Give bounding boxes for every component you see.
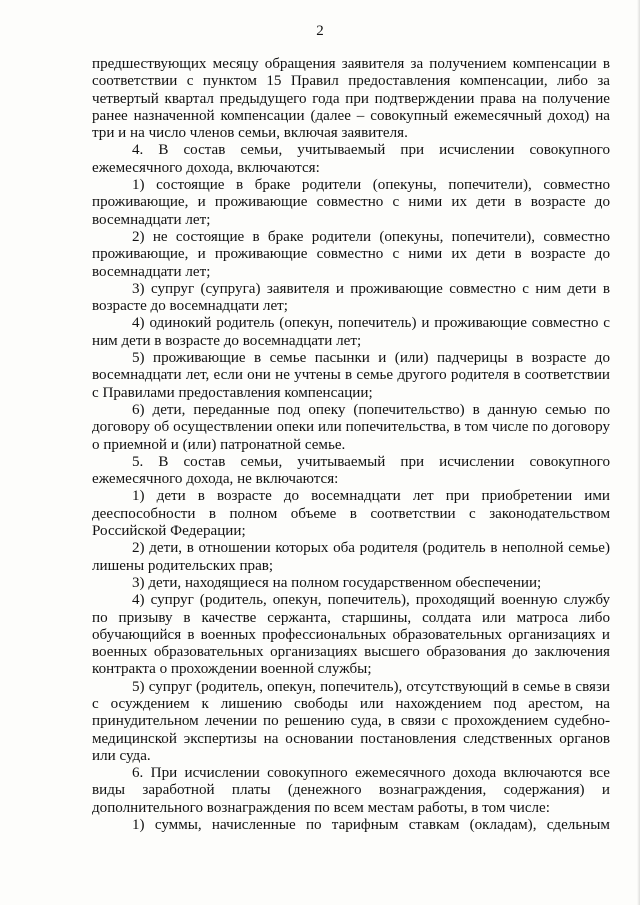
text-line: проживающие, и проживающие совместно с ними их дети в возрасте до [92,246,610,263]
text-line: 1) суммы, начисленные по тарифным ставкам (окладам), сдельным [132,817,610,834]
text-line: соответствии с пунктом 15 Правил предоставления компенсации, либо за [92,73,610,90]
text-line: 6. При исчислении совокупного ежемесячного дохода включаются все [132,765,610,782]
text-line: восемнадцати лет, если они не учтены в семье другого родителя в соответствии [92,367,610,384]
text-line: ежемесячного дохода, не включаются: [92,471,339,488]
text-line: три и на число членов семьи, включая заявителя. [92,125,408,142]
page-number: 2 [316,23,324,39]
text-line: Российской Федерации; [92,523,246,540]
text-line: 3) дети, находящиеся на полном государственном обеспечении; [132,574,542,591]
text-line: проживающие, и проживающие совместно с ними их дети в возрасте до [92,194,610,211]
document-body [92,56,610,834]
text-line: 2) не состоящие в браке родители (опекуны, попечители), совместно [132,228,610,245]
text-line: или суда. [92,747,151,764]
text-line: дееспособности в полном объеме в соответствии с законодательством [92,505,610,522]
text-line: 4) супруг (родитель, опекун, попечитель), проходящий военную службу [132,592,610,609]
text-line: 5) супруг (родитель, опекун, попечитель), отсутствующий в семье в связи [132,678,610,695]
text-line: возрасте до восемнадцати лет; [92,298,288,315]
text-line: военных образовательных организациях высшего образования до заключения [92,644,610,661]
text-line: 5) проживающие в семье пасынки и (или) падчерицы в возрасте до [132,350,610,367]
text-line: предшествующих месяцу обращения заявителя за получением компенсации в [92,56,610,72]
text-line: лишены родительских прав; [92,557,274,574]
text-line: 3) супруг (супруга) заявителя и проживающие совместно с ним дети в [132,280,610,297]
text-line: восемнадцати лет; [92,263,211,280]
text-line: восемнадцати лет; [92,211,211,228]
text-line: о приемной и (или) патронатной семье. [92,436,346,453]
text-line: виды заработной платы (денежного вознаграждения, содержания) и [92,782,610,799]
text-line: 4) одинокий родитель (опекун, попечитель) и проживающие совместно с [132,315,610,332]
text-line: 1) состоящие в браке родители (опекуны, попечители), совместно [132,177,610,194]
text-line: четвертый квартал предыдущего года при подтверждении права на получение [92,90,610,107]
text-line: 5. В состав семьи, учитываемый при исчислении совокупного [132,453,610,470]
text-line: контракта о прохождении военной службы; [92,661,372,678]
text-line: ежемесячного дохода, включаются: [92,159,320,176]
text-line: с осуждением к лишению свободы или нахождением под арестом, на [92,695,610,712]
text-line: по призыву в качестве сержанта, старшины, солдата или матроса либо [92,609,610,626]
text-line: медицинской экспертизы на основании постановления следственных органов [92,730,610,747]
text-line: обучающийся в военных профессиональных образовательных организациях и [92,626,610,643]
text-line: с Правилами предоставления компенсации; [92,384,373,401]
text-line: принудительном лечении по решению суда, в связи с прохождением судебно- [92,713,610,730]
text-line: ним дети в возрасте до восемнадцати лет; [92,332,362,349]
text-line: дополнительного вознаграждения по всем местам работы, в том числе: [92,799,550,816]
text-line: ранее назначенной компенсации (далее – совокупный ежемесячный доход) на [92,107,610,124]
text-line: 1) дети в возрасте до восемнадцати лет при приобретении ими [132,488,610,505]
text-line: 6) дети, переданные под опеку (попечительство) в данную семью по [132,401,610,418]
text-line: 4. В состав семьи, учитываемый при исчислении совокупного [132,142,610,159]
text-line: 2) дети, в отношении которых оба родителя (родитель в неполной семье) [132,540,610,557]
text-line: договору об осуществлении опеки или попечительства, в том числе по договору [92,419,610,436]
